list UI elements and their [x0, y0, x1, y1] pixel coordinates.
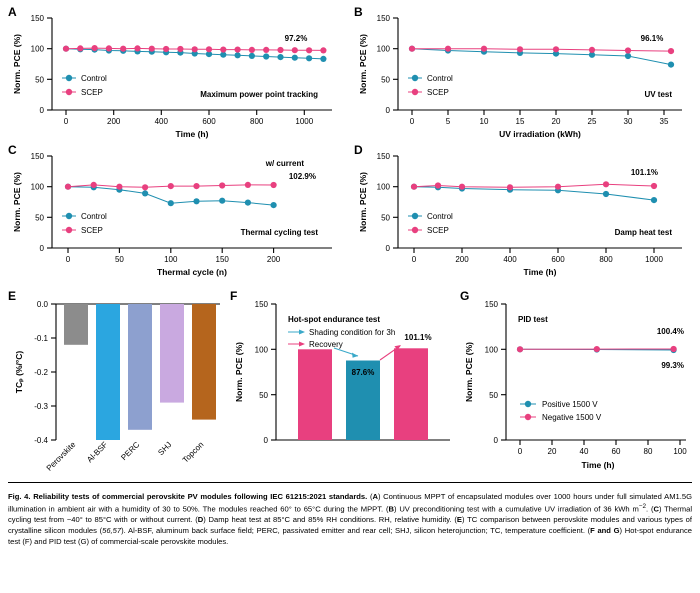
svg-text:15: 15 — [515, 117, 525, 126]
panel-a — [6, 4, 344, 144]
panel-g — [458, 288, 696, 484]
panel-g-letter: G — [460, 289, 470, 303]
panel-a-series-scep — [63, 45, 327, 54]
bar-perovskite — [64, 304, 88, 345]
svg-text:-0.4: -0.4 — [34, 436, 48, 445]
panel-g-title: PID test — [518, 315, 548, 324]
panel-b-chart — [352, 4, 696, 144]
svg-text:400: 400 — [503, 255, 517, 264]
panel-a-ylabel: Norm. PCE (%) — [12, 34, 22, 94]
svg-text:200: 200 — [107, 117, 121, 126]
svg-text:0: 0 — [411, 255, 417, 264]
panel-a-legend-control: Control — [81, 74, 107, 83]
panel-c-chart — [6, 142, 344, 282]
svg-text:10: 10 — [479, 117, 489, 126]
panel-e-cat-4: Topcon — [180, 440, 206, 465]
panel-c-xlabel: Thermal cycle (n) — [157, 267, 227, 277]
panel-c-series-scep — [65, 182, 277, 191]
svg-text:20: 20 — [551, 117, 561, 126]
panel-f-label-recovery: 101.1% — [404, 333, 432, 342]
caption-tag-a: A — [372, 492, 378, 501]
svg-text:0.0: 0.0 — [36, 300, 48, 309]
svg-text:100: 100 — [254, 345, 268, 355]
panel-f-bars — [298, 348, 428, 440]
caption-sep-2: . ( — [646, 504, 654, 514]
panel-b-annotation: 96.1% — [640, 34, 664, 43]
svg-text:50: 50 — [259, 391, 268, 400]
svg-text:25: 25 — [587, 117, 597, 126]
svg-text:-0.1: -0.1 — [34, 334, 48, 343]
svg-text:100: 100 — [164, 255, 178, 264]
caption-tag-d: D — [197, 515, 204, 525]
caption-text-e: ) TC comparison between perovskite modules and various types of crystalline silicon modules ( — [8, 515, 692, 535]
caption-rule — [8, 482, 692, 483]
svg-text:100: 100 — [673, 447, 687, 456]
panel-d-legend-scep: SCEP — [427, 226, 449, 235]
panel-f-letter: F — [230, 289, 238, 303]
bar-recovery — [394, 348, 428, 440]
svg-text:0: 0 — [263, 436, 268, 445]
panel-f-chart — [228, 288, 458, 484]
panel-g-chart — [458, 288, 696, 484]
figure-caption — [8, 492, 692, 547]
panel-b-title: UV test — [644, 90, 672, 99]
panel-b-legend-scep: SCEP — [427, 88, 449, 97]
panel-e-cat-2: PERC — [119, 440, 142, 463]
panel-f-arrows — [334, 345, 401, 360]
svg-text:200: 200 — [266, 255, 281, 264]
svg-text:150: 150 — [376, 152, 390, 161]
panel-f-legend-shading: Shading condition for 3h — [309, 328, 396, 337]
svg-text:50: 50 — [35, 75, 44, 85]
panel-g-legend-negative: Negative 1500 V — [542, 413, 602, 422]
panel-g-legend-positive: Positive 1500 V — [542, 400, 598, 409]
panel-b-letter: B — [354, 5, 363, 19]
svg-text:50: 50 — [35, 213, 44, 223]
svg-text:0: 0 — [409, 117, 415, 126]
bar-initial — [298, 349, 332, 440]
panel-f-label-shading: 87.6% — [351, 368, 375, 377]
panel-b-ylabel: Norm. PCE (%) — [358, 34, 368, 94]
caption-text-c: ) Thermal cycling test from −40° to 85°C with or without current. ( — [8, 504, 693, 525]
panel-e-xticklabels — [45, 440, 206, 473]
svg-text:150: 150 — [484, 300, 498, 309]
panel-d-letter: D — [354, 143, 363, 157]
panel-e-cat-1: Al-BSF — [85, 440, 110, 465]
svg-text:150: 150 — [30, 14, 44, 23]
panel-e-cat-0: Perovskite — [44, 440, 78, 473]
svg-text:50: 50 — [381, 213, 390, 223]
panel-b-legend-control: Control — [427, 74, 453, 83]
svg-text:0: 0 — [39, 106, 44, 115]
panel-g-axes — [485, 300, 688, 456]
panel-d-xlabel: Time (h) — [523, 267, 557, 277]
svg-text:20: 20 — [547, 447, 557, 456]
panel-c-legend — [62, 212, 107, 235]
svg-text:-0.2: -0.2 — [34, 368, 48, 377]
caption-sep-1: ( — [367, 492, 373, 501]
panel-a-title: Maximum power point tracking — [200, 90, 318, 99]
panel-c-letter: C — [8, 143, 17, 157]
svg-text:0: 0 — [39, 244, 44, 253]
panel-a-annotation: 97.2% — [284, 34, 308, 43]
panel-f-title: Hot-spot endurance test — [288, 315, 381, 324]
svg-text:50: 50 — [489, 391, 498, 400]
caption-head: Fig. 4. Reliability tests of commercial perovskite PV modules following IEC 61215:2021 standards. — [8, 492, 368, 501]
panel-g-ylabel: Norm. PCE (%) — [464, 342, 474, 402]
panel-g-series-negative — [517, 346, 677, 353]
svg-text:100: 100 — [376, 182, 390, 192]
panel-d — [352, 142, 696, 282]
svg-text:-0.3: -0.3 — [34, 402, 48, 411]
caption-tag-e: E — [456, 515, 462, 525]
panel-b-legend — [408, 74, 453, 97]
panel-b — [352, 4, 696, 144]
svg-text:600: 600 — [202, 117, 216, 126]
svg-text:35: 35 — [659, 117, 669, 126]
caption-text-fg: ) Hot-spot endurance test (F) and PID test (G) of commercial-scale perovskite modules. — [8, 525, 692, 546]
panel-e-ylabel: TCₚ (%/°C) — [14, 350, 24, 394]
svg-text:0: 0 — [385, 106, 390, 115]
panel-e-cat-3: SHJ — [156, 440, 174, 458]
caption-text-d: ) Damp heat test at 85°C and 85% RH conditions. RH, relative humidity. ( — [203, 515, 457, 525]
panel-a-axes — [31, 14, 332, 126]
caption-refs: 56,57 — [102, 525, 122, 535]
svg-text:100: 100 — [376, 44, 390, 54]
panel-c-title: Thermal cycling test — [240, 228, 318, 237]
svg-text:1000: 1000 — [295, 117, 314, 126]
panel-f-legend — [288, 328, 395, 349]
panel-f — [228, 288, 458, 484]
caption-text-b: ) UV preconditioning test with a cumulative UV irradiation of 36 kWh m — [393, 504, 639, 514]
caption-tag-fg: F and G — [590, 525, 620, 535]
svg-text:150: 150 — [215, 255, 229, 264]
caption-tag-b: B — [388, 504, 394, 514]
bar-albsf — [96, 304, 120, 440]
svg-text:60: 60 — [611, 447, 621, 456]
panel-d-legend — [408, 212, 453, 235]
svg-text:800: 800 — [599, 255, 613, 264]
svg-text:150: 150 — [376, 14, 390, 23]
panel-c-legend-control: Control — [81, 212, 107, 221]
svg-text:30: 30 — [623, 117, 633, 126]
svg-text:50: 50 — [114, 255, 124, 264]
svg-text:0: 0 — [517, 447, 523, 456]
panel-d-chart — [352, 142, 696, 282]
bar-topcon — [192, 304, 216, 420]
svg-text:0: 0 — [493, 436, 498, 445]
panel-a-legend-scep: SCEP — [81, 88, 103, 97]
caption-tag-c: C — [653, 504, 659, 514]
panel-d-annotation: 101.1% — [630, 168, 658, 177]
caption-defs: ). Al-BSF, aluminum back surface field; PERC, passivated emitter and rear cell; SHJ, silicon heterojunction; TC, temperature coefficient. ( — [121, 525, 591, 535]
panel-c-ylabel: Norm. PCE (%) — [12, 172, 22, 232]
panel-e-bars — [64, 304, 216, 440]
panel-c-legend-scep: SCEP — [81, 226, 103, 235]
panel-d-title: Damp heat test — [614, 228, 672, 237]
bar-shj — [160, 304, 184, 403]
svg-text:400: 400 — [154, 117, 168, 126]
panel-a-chart — [6, 4, 344, 144]
panel-a-letter: A — [8, 5, 17, 19]
panel-g-annotation-negative: 99.3% — [661, 361, 684, 370]
caption-text-a: ) Continuous MPPT of encapsulated modules over 1000 hours under full simulated AM1.5G illumination in ambient air with a humidity of 30 to 50%. The modules reached 60° to 65°C during the MPPT. ( — [8, 492, 692, 514]
svg-text:100: 100 — [30, 44, 44, 54]
panel-b-axes — [377, 14, 682, 126]
svg-text:150: 150 — [30, 152, 44, 161]
panel-e-letter: E — [8, 289, 17, 303]
panel-f-ylabel: Norm. PCE (%) — [234, 342, 244, 402]
panel-c-axes — [31, 152, 332, 264]
svg-text:1000: 1000 — [645, 255, 663, 264]
panel-g-xlabel: Time (h) — [581, 460, 615, 470]
svg-text:50: 50 — [381, 75, 390, 85]
panel-g-annotation-positive: 100.4% — [656, 327, 684, 336]
svg-text:150: 150 — [254, 300, 268, 309]
panel-c-annotation: 102.9% — [288, 172, 316, 181]
svg-text:800: 800 — [250, 117, 264, 126]
svg-text:40: 40 — [579, 447, 589, 456]
svg-text:0: 0 — [63, 117, 69, 126]
panel-g-legend — [520, 400, 602, 422]
svg-text:100: 100 — [484, 345, 498, 355]
svg-text:0: 0 — [65, 255, 71, 264]
panel-c-annotation2: w/ current — [265, 159, 304, 168]
caption-superscript: −2 — [638, 502, 647, 510]
panel-e-chart — [6, 288, 228, 484]
svg-text:80: 80 — [643, 447, 653, 456]
svg-text:100: 100 — [30, 182, 44, 192]
svg-text:600: 600 — [551, 255, 565, 264]
svg-text:5: 5 — [445, 117, 451, 126]
svg-text:200: 200 — [455, 255, 469, 264]
panel-d-legend-control: Control — [427, 212, 453, 221]
panel-e — [6, 288, 228, 484]
bar-perc — [128, 304, 152, 430]
panel-d-series-scep — [411, 181, 657, 190]
panel-f-legend-recovery: Recovery — [309, 340, 343, 349]
panel-c — [6, 142, 344, 282]
panel-a-xlabel: Time (h) — [175, 129, 209, 139]
svg-text:0: 0 — [385, 244, 390, 253]
panel-b-xlabel: UV irradiation (kWh) — [499, 129, 581, 139]
panel-d-ylabel: Norm. PCE (%) — [358, 172, 368, 232]
panel-a-legend — [62, 74, 107, 97]
